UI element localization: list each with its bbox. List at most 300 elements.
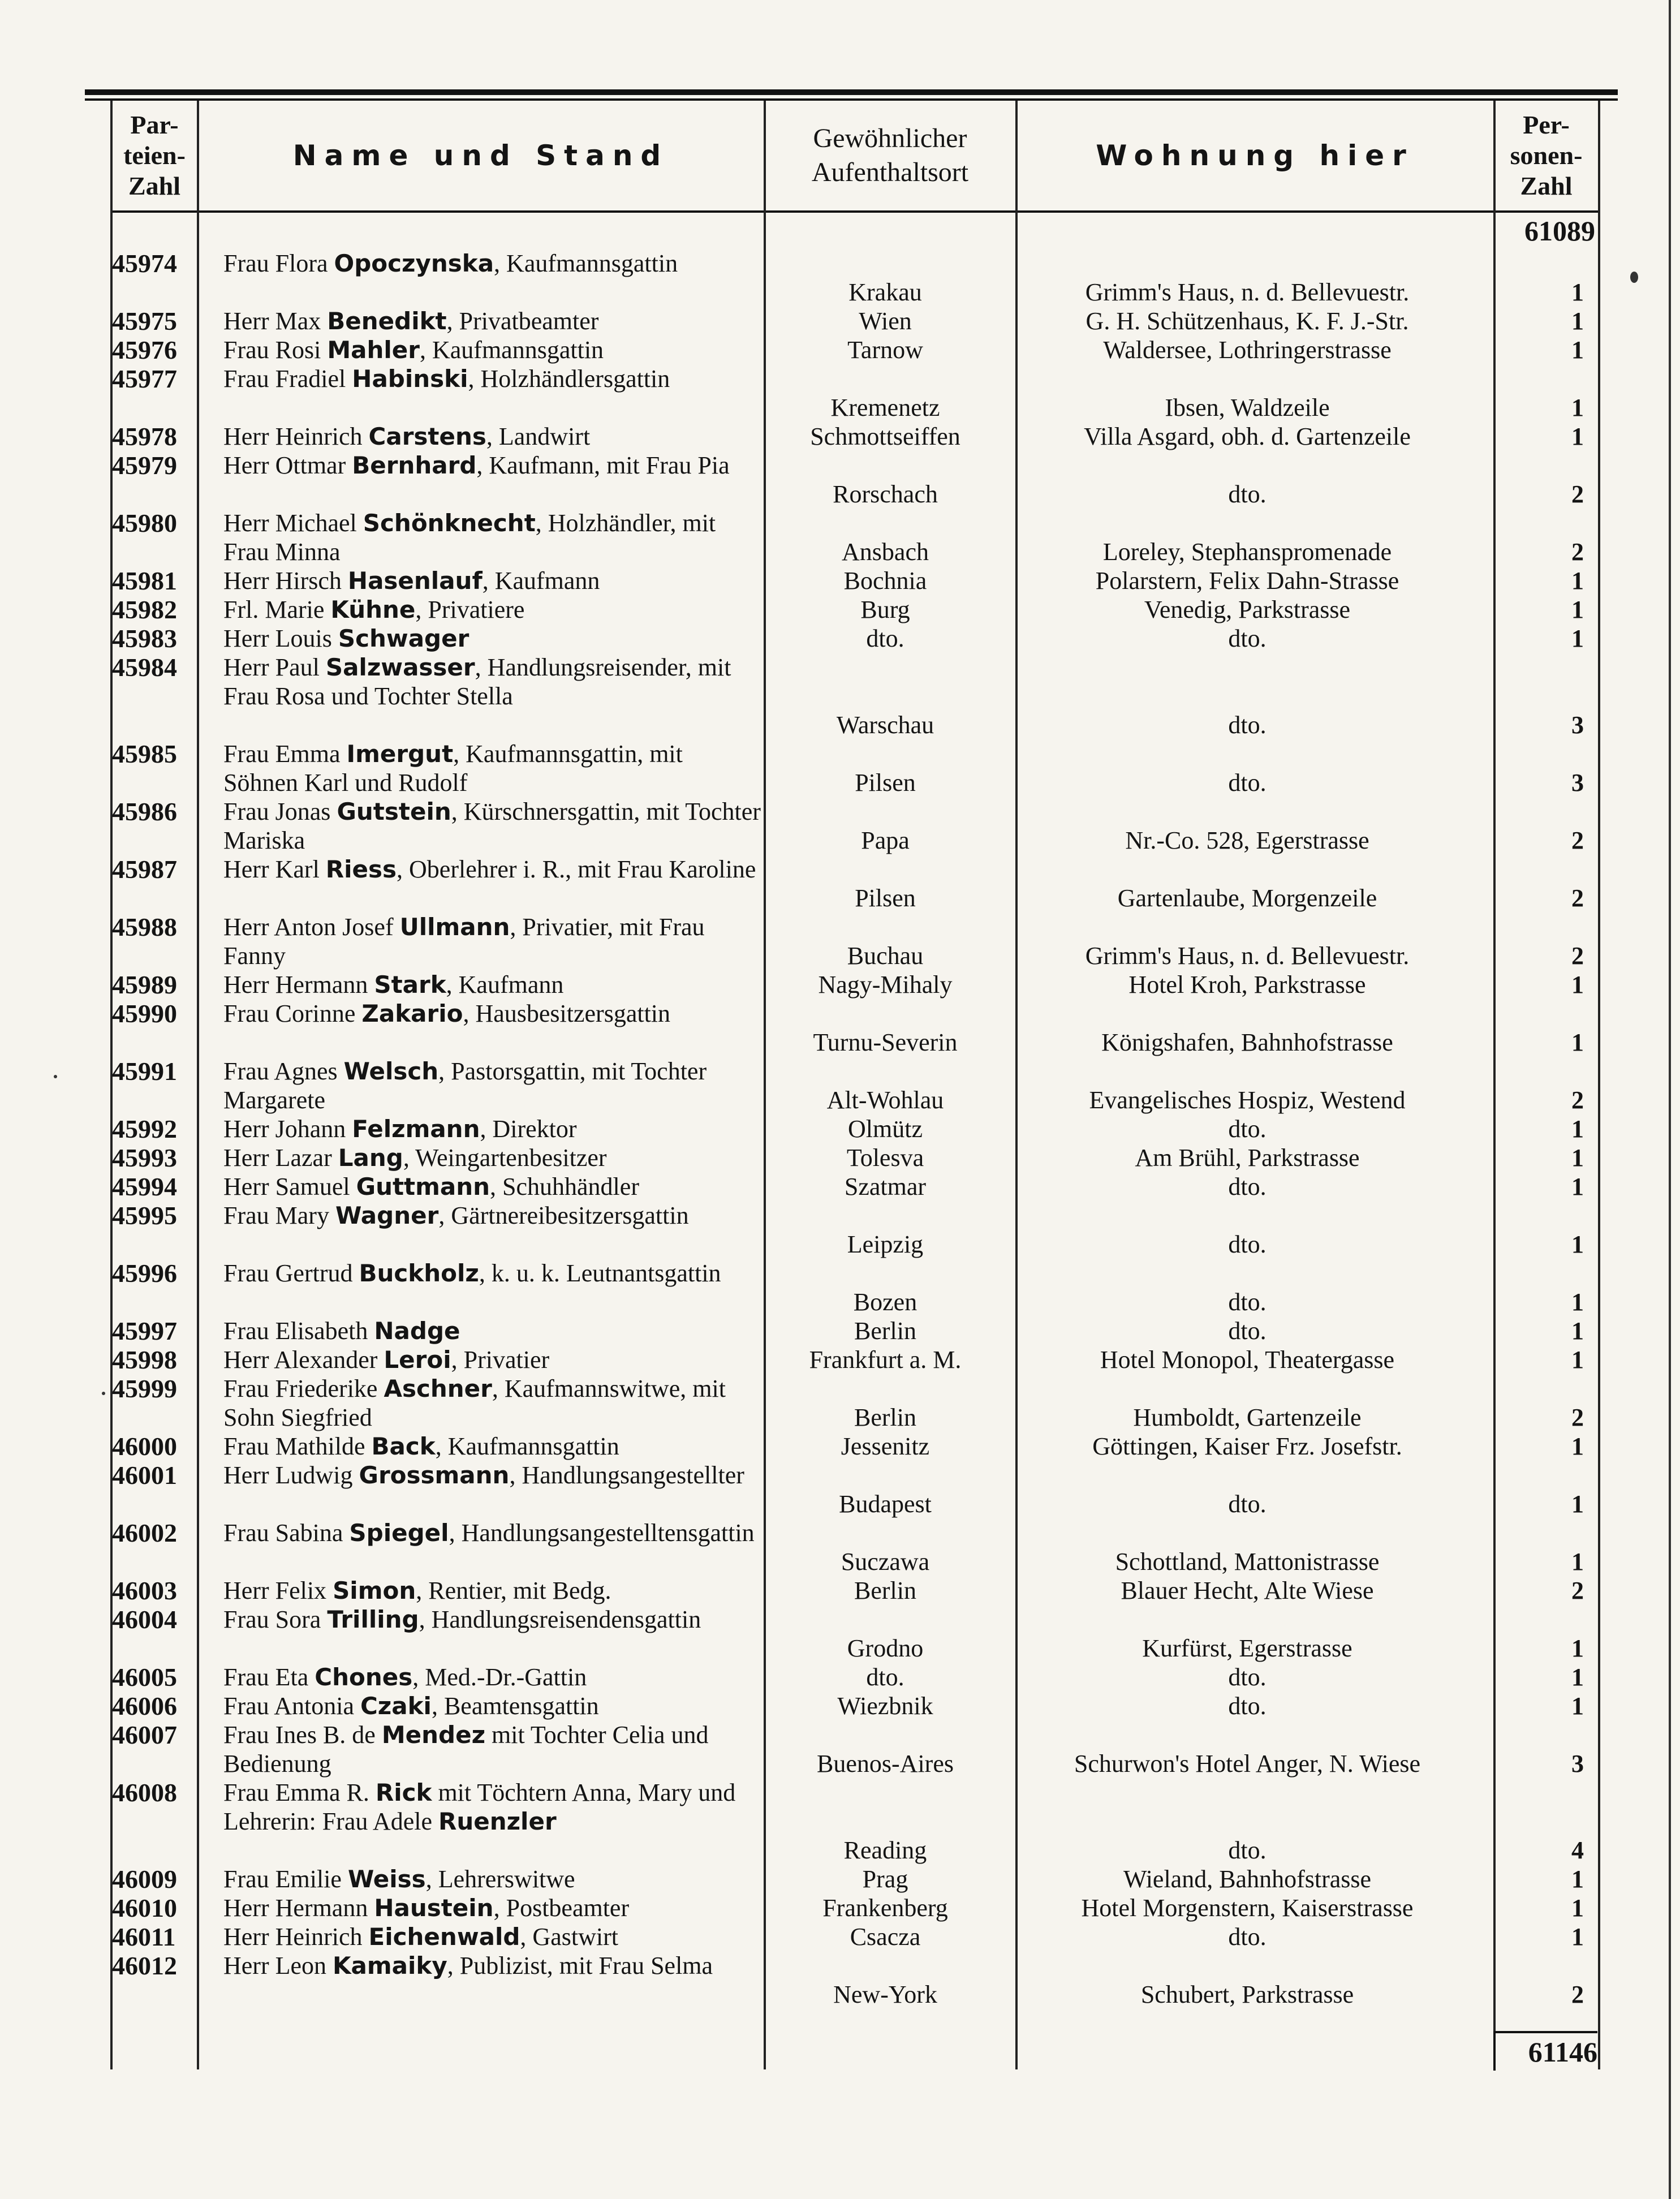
address-here: Kurfürst, Egerstrasse <box>1142 1634 1352 1662</box>
origin-place: Buchau <box>847 942 924 970</box>
name-prefix: Herr Michael <box>223 509 363 537</box>
table-row <box>0 422 1680 451</box>
origin-place: Pilsen <box>855 769 916 797</box>
address-here: Wieland, Bahnhofstrasse <box>1123 1865 1372 1893</box>
person-count: 1 <box>1571 1692 1584 1720</box>
name-prefix: Frau Flora <box>223 249 334 277</box>
name-suffix: , Pastorsgattin, mit Tochter Margarete <box>223 1057 707 1114</box>
name-stand <box>223 307 761 335</box>
origin-place: Rorschach <box>833 480 938 508</box>
partei-number: 45976 <box>112 335 177 364</box>
name-suffix: , k. u. k. Leutnantsgattin <box>479 1259 721 1287</box>
origin-place: Budapest <box>839 1490 932 1518</box>
partei-number: 45992 <box>112 1114 177 1143</box>
name-stand <box>223 1778 761 1836</box>
name-stand <box>223 1057 761 1114</box>
header-address: Wohnung hier <box>1096 139 1414 172</box>
person-count: 2 <box>1571 1577 1584 1604</box>
name-stand <box>223 1201 761 1230</box>
name-prefix: Frau Emma <box>223 740 347 768</box>
table-row <box>0 307 1680 335</box>
table-row <box>0 1114 1680 1143</box>
person-count: 1 <box>1571 1230 1584 1258</box>
name-prefix: Frau Sora <box>223 1606 328 1633</box>
final-total: 61146 <box>1493 2031 1597 2071</box>
header-text: Aufenthaltsort <box>811 157 969 187</box>
address-here: dto. <box>1228 711 1267 739</box>
partei-number: 45983 <box>112 624 177 653</box>
name-stand <box>223 1518 761 1547</box>
name-suffix: , Handlungsangestelltensgattin <box>449 1519 755 1547</box>
name-prefix: Frau Emma R. <box>223 1779 376 1806</box>
origin-place: Alt-Wohlau <box>826 1086 944 1114</box>
partei-number: 45977 <box>112 364 177 393</box>
table-row <box>0 364 1680 422</box>
origin-place: Buenos-Aires <box>817 1750 954 1778</box>
name-prefix: Herr Hirsch <box>223 567 348 595</box>
address-here: Schubert, Parkstrasse <box>1140 1981 1354 2008</box>
surname: Stark <box>374 971 446 999</box>
table-row <box>0 624 1680 653</box>
origin-place: Warschau <box>836 711 934 739</box>
partei-number: 46009 <box>112 1865 177 1894</box>
origin-place: Krakau <box>848 278 922 306</box>
name-suffix: , Med.-Dr.-Gattin <box>412 1663 587 1691</box>
partei-number: 46001 <box>112 1461 177 1490</box>
ink-speck <box>1630 272 1638 283</box>
header-text: Gewöhnlicher <box>813 123 967 153</box>
address-here: dto. <box>1228 1115 1267 1143</box>
surname: Guttmann <box>356 1173 490 1200</box>
ink-speck <box>102 1392 105 1395</box>
name-prefix: Herr Karl <box>223 855 326 883</box>
partei-number: 45997 <box>112 1316 177 1345</box>
surname: Chones <box>315 1663 413 1691</box>
name-suffix: , Kaufmannswitwe, mit Sohn Siegfried <box>223 1375 726 1431</box>
address-here: Hotel Kroh, Parkstrasse <box>1128 971 1366 999</box>
person-count: 1 <box>1571 567 1584 595</box>
entries-table <box>0 249 1680 2009</box>
name-suffix: , Handlungsreisender, mit Frau Rosa und Tochter Stella <box>223 653 731 710</box>
person-count: 1 <box>1571 1288 1584 1316</box>
name-suffix: , Privatier, mit Frau Fanny <box>223 913 705 970</box>
origin-place: Frankenberg <box>822 1894 948 1922</box>
partei-number: 46002 <box>112 1518 177 1547</box>
partei-number: 46005 <box>112 1663 177 1692</box>
surname: Mendez <box>381 1721 486 1749</box>
name-stand <box>223 1143 761 1172</box>
header-rule <box>110 210 1598 213</box>
surname: Gutstein <box>337 798 451 825</box>
name-suffix: , Kaufmannsgattin <box>420 336 604 364</box>
name-prefix: Herr Lazar <box>223 1144 338 1172</box>
table-row <box>0 653 1680 739</box>
name-stand <box>223 970 761 999</box>
origin-place: Berlin <box>854 1404 916 1431</box>
surname: Benedikt <box>327 307 447 335</box>
person-count: 1 <box>1571 596 1584 623</box>
person-count: 2 <box>1571 538 1584 566</box>
name-stand <box>223 1894 761 1922</box>
person-count: 2 <box>1571 1981 1584 2008</box>
name-prefix: Frau Antonia <box>223 1692 360 1720</box>
surname: Bernhard <box>352 451 477 479</box>
address-here: G. H. Schützenhaus, K. F. J.-Str. <box>1085 307 1409 335</box>
surname: Ullmann <box>399 913 510 941</box>
table-row <box>0 999 1680 1057</box>
address-here: Villa Asgard, obh. d. Gartenzeile <box>1084 423 1411 450</box>
surname: Simon <box>333 1577 416 1604</box>
address-here: dto. <box>1228 769 1267 797</box>
name-prefix: Frau Corinne <box>223 1000 362 1027</box>
address-here: Gartenlaube, Morgenzeile <box>1117 884 1377 912</box>
name-prefix: Frl. Marie <box>223 596 331 623</box>
name-prefix: Frau Agnes <box>223 1057 344 1085</box>
person-count: 1 <box>1571 971 1584 999</box>
address-here: Evangelisches Hospiz, Westend <box>1089 1086 1406 1114</box>
header-partei-zahl <box>112 107 197 204</box>
table-row <box>0 566 1680 595</box>
address-here: dto. <box>1228 1923 1267 1951</box>
address-here: dto. <box>1228 1836 1267 1864</box>
name-suffix: , Privatier <box>451 1346 550 1374</box>
address-here: Hotel Morgenstern, Kaiserstrasse <box>1081 1894 1414 1922</box>
surname: Rick <box>375 1779 432 1806</box>
table-row <box>0 1778 1680 1865</box>
surname: Eichenwald <box>368 1923 520 1951</box>
address-here: dto. <box>1228 625 1267 652</box>
origin-place: Prag <box>862 1865 908 1893</box>
name-stand <box>223 1605 761 1634</box>
header-text: Per- <box>1523 110 1570 139</box>
name-stand <box>223 1172 761 1201</box>
name-prefix: Frau Mathilde <box>223 1432 372 1460</box>
partei-number: 46011 <box>112 1922 176 1951</box>
address-here: Humboldt, Gartenzeile <box>1133 1404 1362 1431</box>
partei-number: 45981 <box>112 566 177 595</box>
name-suffix: , Holzhändlersgattin <box>468 365 670 393</box>
name-suffix: , Privatiere <box>415 596 525 623</box>
table-row <box>0 1692 1680 1720</box>
address-here: Grimm's Haus, n. d. Bellevuestr. <box>1085 278 1410 306</box>
name-suffix: , Weingartenbesitzer <box>403 1144 607 1172</box>
header-text: teien- <box>123 141 186 170</box>
address-here: Am Brühl, Parkstrasse <box>1135 1144 1360 1172</box>
name-stand <box>223 855 761 884</box>
name-stand <box>223 913 761 970</box>
name-suffix: , Lehrerswitwe <box>425 1865 575 1893</box>
name-prefix: Herr Paul <box>223 653 326 681</box>
address-here: dto. <box>1228 1288 1267 1316</box>
origin-place: Grodno <box>847 1634 924 1662</box>
person-count: 1 <box>1571 1548 1584 1576</box>
partei-number: 45982 <box>112 595 177 624</box>
surname: Kamaiky <box>333 1952 447 1979</box>
name-stand <box>223 1432 761 1461</box>
name-prefix: Herr Leon <box>223 1952 333 1979</box>
table-row <box>0 1432 1680 1461</box>
table-row <box>0 1605 1680 1663</box>
table-row <box>0 1374 1680 1432</box>
partei-number: 45979 <box>112 451 177 480</box>
partei-number: 45988 <box>112 913 177 941</box>
name-prefix: Frau Ines B. de <box>223 1721 382 1749</box>
name-stand <box>223 364 761 393</box>
header-text: sonen- <box>1510 141 1583 170</box>
name-stand <box>223 595 761 624</box>
surname: Haustein <box>374 1894 494 1922</box>
name-suffix: , Publizist, mit Frau Selma <box>447 1952 713 1979</box>
table-row <box>0 1259 1680 1316</box>
origin-place: Olmütz <box>848 1115 923 1143</box>
table-row <box>0 1316 1680 1345</box>
person-count: 1 <box>1571 1923 1584 1951</box>
surname: Felzmann <box>352 1115 480 1143</box>
person-count: 1 <box>1571 1894 1584 1922</box>
partei-number: 45980 <box>112 509 177 537</box>
name-stand <box>223 1316 761 1345</box>
name-stand <box>223 335 761 364</box>
name-suffix: , Gastwirt <box>520 1923 618 1951</box>
origin-place: Wien <box>859 307 912 335</box>
origin-place: dto. <box>866 1663 904 1691</box>
name-suffix: , Holzhändler, mit Frau Minna <box>223 509 716 566</box>
name-suffix: mit Tochter Celia und Bedienung <box>223 1721 709 1778</box>
person-count: 1 <box>1571 1432 1584 1460</box>
table-row <box>0 1143 1680 1172</box>
person-count: 2 <box>1571 480 1584 508</box>
surname: Lang <box>338 1144 403 1172</box>
table-row <box>0 1461 1680 1518</box>
header-origin <box>765 107 1015 204</box>
name-prefix: Herr Ottmar <box>223 451 352 479</box>
name-stand <box>223 739 761 797</box>
name-stand <box>223 1720 761 1778</box>
origin-place: Bozen <box>853 1288 917 1316</box>
table-row <box>0 451 1680 509</box>
origin-place: Leipzig <box>847 1230 924 1258</box>
name-stand <box>223 653 761 711</box>
partei-number: 45996 <box>112 1259 177 1288</box>
ink-speck <box>54 1075 57 1078</box>
partei-number: 46010 <box>112 1894 177 1922</box>
person-count: 1 <box>1571 1317 1584 1345</box>
surname: Kühne <box>330 596 416 623</box>
partei-number: 45974 <box>112 249 177 278</box>
surname: Buckholz <box>359 1259 479 1287</box>
surname: Grossmann <box>359 1461 510 1489</box>
name-prefix: Frau Rosi <box>223 336 328 364</box>
partei-number: 45991 <box>112 1057 177 1086</box>
name-stand <box>223 509 761 566</box>
partei-number: 45995 <box>112 1201 177 1230</box>
partei-number: 45993 <box>112 1143 177 1172</box>
name-prefix: Herr Felix <box>223 1577 333 1604</box>
header-text: Par- <box>130 110 179 139</box>
name-prefix: Frau Mary <box>223 1202 335 1229</box>
name-prefix: Herr Alexander <box>223 1346 384 1374</box>
origin-place: Berlin <box>854 1577 916 1604</box>
person-count: 3 <box>1571 769 1584 797</box>
address-here: Hotel Monopol, Theatergasse <box>1100 1346 1395 1374</box>
surname: Welsch <box>343 1057 439 1085</box>
name-prefix: Herr Ludwig <box>223 1461 359 1489</box>
table-row <box>0 1894 1680 1922</box>
name-suffix: , Kaufmann <box>446 971 564 999</box>
address-here: Schottland, Mattonistrasse <box>1115 1548 1380 1576</box>
address-here: Grimm's Haus, n. d. Bellevuestr. <box>1085 942 1410 970</box>
partei-number: 45998 <box>112 1345 177 1374</box>
surname: Habinski <box>352 365 468 393</box>
surname: Zakario <box>361 1000 463 1027</box>
name-stand <box>223 1374 761 1432</box>
surname: Imergut <box>346 740 454 768</box>
table-row <box>0 855 1680 913</box>
partei-number: 45975 <box>112 307 177 335</box>
address-here: dto. <box>1228 1692 1267 1720</box>
name-suffix: mit Töchtern Anna, Mary und Lehrerin: Frau Adele <box>223 1779 736 1835</box>
name-suffix: , Landwirt <box>486 423 591 450</box>
person-count: 4 <box>1571 1836 1584 1864</box>
table-row <box>0 739 1680 797</box>
person-count: 3 <box>1571 711 1584 739</box>
address-here: Nr.-Co. 528, Egerstrasse <box>1125 827 1369 854</box>
name-prefix: Herr Anton Josef <box>223 913 400 941</box>
table-row <box>0 1720 1680 1778</box>
table-row <box>0 1663 1680 1692</box>
partei-number: 46004 <box>112 1605 177 1634</box>
surname: Salzwasser <box>325 653 475 681</box>
name-stand <box>223 422 761 451</box>
name-stand <box>223 566 761 595</box>
name-suffix: , Handlungsangestellter <box>509 1461 744 1489</box>
surname: Aschner <box>384 1375 492 1402</box>
name-stand <box>223 797 761 855</box>
partei-number: 46006 <box>112 1692 177 1720</box>
partei-number: 46007 <box>112 1720 177 1749</box>
table-row <box>0 1865 1680 1894</box>
name-suffix: , Kaufmannsgattin, mit Söhnen Karl und Rudolf <box>223 740 683 797</box>
name-prefix: Herr Hermann <box>223 971 374 999</box>
address-here: Venedig, Parkstrasse <box>1144 596 1351 623</box>
name-suffix: , Kürschnersgattin, mit Tochter Mariska <box>223 798 761 854</box>
origin-place: Nagy-Mihaly <box>818 971 953 999</box>
name-stand <box>223 1951 761 1980</box>
person-count: 1 <box>1571 1144 1584 1172</box>
partei-number: 46008 <box>112 1778 177 1807</box>
name-prefix: Herr Louis <box>223 625 338 652</box>
partei-number: 45978 <box>112 422 177 451</box>
person-count: 1 <box>1571 278 1584 306</box>
header-persons <box>1494 107 1598 204</box>
name-suffix: , Hausbesitzersgattin <box>463 1000 671 1027</box>
origin-place: Tolesva <box>846 1144 924 1172</box>
name-stand <box>223 1259 761 1288</box>
name-prefix: Frau Jonas <box>223 798 337 825</box>
name-prefix: Frau Emilie <box>223 1865 348 1893</box>
origin-place: New-York <box>833 1981 937 2008</box>
origin-place: Szatmar <box>844 1173 927 1200</box>
partei-number: 45989 <box>112 970 177 999</box>
person-count: 1 <box>1571 423 1584 450</box>
name-stand <box>223 1345 761 1374</box>
table-row <box>0 249 1680 307</box>
origin-place: Reading <box>843 1836 927 1864</box>
surname: Opoczynska <box>334 249 494 277</box>
name-prefix: Frau Eta <box>223 1663 315 1691</box>
origin-place: Turnu-Severin <box>813 1029 958 1056</box>
table-row <box>0 1922 1680 1951</box>
origin-place: Bochnia <box>843 567 927 595</box>
person-count: 2 <box>1571 884 1584 912</box>
surname: Riess <box>325 855 397 883</box>
name-stand <box>223 624 761 653</box>
person-count: 3 <box>1571 1750 1584 1778</box>
name-prefix: Herr Johann <box>223 1115 352 1143</box>
person-count: 1 <box>1571 336 1584 364</box>
surname: Mahler <box>327 336 420 364</box>
address-here: dto. <box>1228 1663 1267 1691</box>
origin-place: Ansbach <box>842 538 929 566</box>
name-stand <box>223 451 761 480</box>
top-rule-thick <box>85 89 1618 95</box>
table-row <box>0 913 1680 970</box>
table-row <box>0 509 1680 566</box>
person-count: 1 <box>1571 1865 1584 1893</box>
table-row <box>0 335 1680 364</box>
person-count: 1 <box>1571 1663 1584 1691</box>
header-text: Zahl <box>1520 171 1573 200</box>
person-count: 1 <box>1571 307 1584 335</box>
name-stand <box>223 1461 761 1490</box>
surname: Schönknecht <box>363 509 536 537</box>
address-here: Blauer Hecht, Alte Wiese <box>1121 1577 1374 1604</box>
name-suffix: , Gärtnereibesitzersgattin <box>438 1202 689 1229</box>
name-stand <box>223 1114 761 1143</box>
origin-place: Kremenetz <box>830 394 940 421</box>
address-here: dto. <box>1228 1230 1267 1258</box>
person-count: 2 <box>1571 1086 1584 1114</box>
name-prefix: Frau Fradiel <box>223 365 352 393</box>
surname: Carstens <box>368 423 486 450</box>
origin-place: Csacza <box>850 1923 921 1951</box>
header-text: Zahl <box>128 171 181 200</box>
origin-place: Jessenitz <box>841 1432 930 1460</box>
address-here: dto. <box>1228 1317 1267 1345</box>
name-prefix: Frau Elisabeth <box>223 1317 374 1345</box>
partei-number: 45999 <box>112 1374 177 1403</box>
name-prefix: Herr Samuel <box>223 1173 356 1200</box>
address-here: dto. <box>1228 480 1267 508</box>
surname: Nadge <box>374 1317 460 1345</box>
surname: Spiegel <box>349 1519 449 1547</box>
name-suffix: , Kaufmannsgattin <box>494 249 678 277</box>
origin-place: Frankfurt a. M. <box>809 1346 962 1374</box>
table-row <box>0 1518 1680 1576</box>
table-row <box>0 1057 1680 1114</box>
name-prefix: Herr Heinrich <box>223 423 369 450</box>
origin-place: Tarnow <box>847 336 923 364</box>
address-here: Waldersee, Lothringerstrasse <box>1103 336 1392 364</box>
table-row <box>0 1345 1680 1374</box>
origin-place: Burg <box>860 596 910 623</box>
name-suffix: , Kaufmann, mit Frau Pia <box>476 451 730 479</box>
person-count: 1 <box>1571 1029 1584 1056</box>
surname: Hasenlauf <box>347 567 483 595</box>
surname: Weiss <box>347 1865 426 1893</box>
surname: Ruenzler <box>438 1808 557 1835</box>
address-here: Loreley, Stephanspromenade <box>1102 538 1392 566</box>
